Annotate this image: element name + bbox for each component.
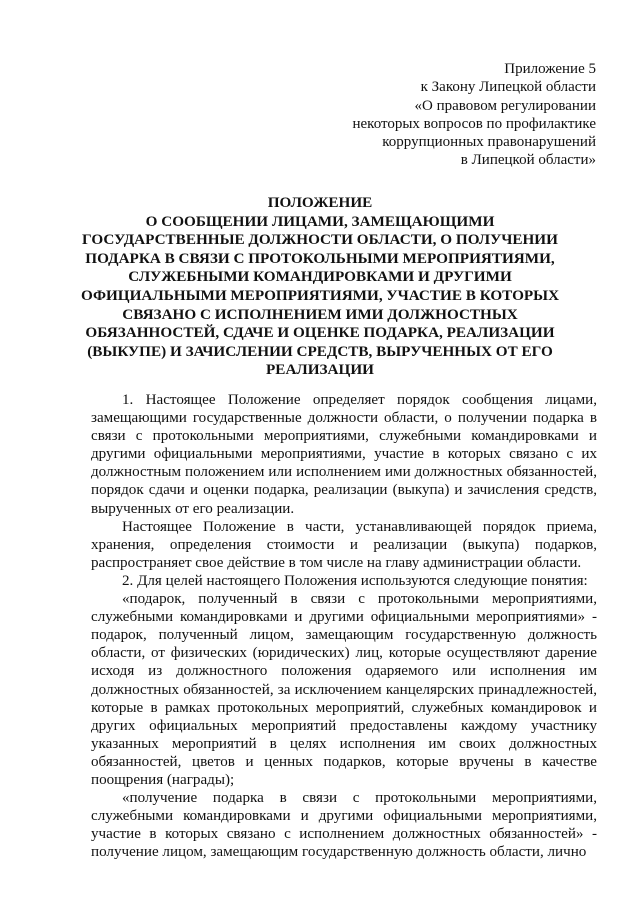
title-line: РЕАЛИЗАЦИИ <box>266 361 374 379</box>
title-line: О СООБЩЕНИИ ЛИЦАМИ, ЗАМЕЩАЮЩИМИ <box>145 212 495 230</box>
title-line: ГОСУДАРСТВЕННЫЕ ДОЛЖНОСТИ ОБЛАСТИ, О ПОЛУЧЕНИИ <box>82 231 558 249</box>
title-line: ПОДАРКА В СВЯЗИ С ПРОТОКОЛЬНЫМИ МЕРОПРИЯТИЯМИ, <box>85 249 555 267</box>
title-line: (ВЫКУПЕ) И ЗАЧИСЛЕНИИ СРЕДСТВ, ВЫРУЧЕННЫХ ОТ ЕГО <box>87 342 553 360</box>
title-line: ОБЯЗАННОСТЕЙ, СДАЧЕ И ОЦЕНКЕ ПОДАРКА, РЕАЛИЗАЦИИ <box>85 324 555 342</box>
appendix-line: Приложение 5 <box>504 61 596 77</box>
appendix-header <box>296 60 596 170</box>
document-body <box>91 391 597 861</box>
appendix-line: «О правовом регулировании <box>414 97 596 114</box>
paragraph: «подарок, полученный в связи с протокольными мероприятиями, служебными командировками и другими официальными мероприятиями» - подарок, полученный лицом, замещающим государственную должность области, от физических (юридических) лиц, которые осуществляют дарение исходя из должностного положения одаряемого или исполнения им должностных обязанностей, за исключением канцелярских принадлежностей, которые в рамках протокольных мероприятий, служебных командировок и других официальных мероприятий предоставлены каждому участнику указанных мероприятий в целях исполнения им своих должностных обязанностей, цветов и ценных подарков, которые вручены в качестве поощрения (награды); <box>91 591 597 788</box>
paragraph: Настоящее Положение в части, устанавливающей порядок приема, хранения, определения стоимости и реализации (выкупа) подарков, распространяет свое действие в том числе на главу администрации области. <box>91 518 597 571</box>
appendix-line: коррупционных правонарушений <box>382 134 596 151</box>
paragraph: «получение подарка в связи с протокольными мероприятиями, служебными командировками и другими официальными мероприятиями, участие в которых связано с исполнением должностных обязанностей» - получение лицом, замещающим государственную должность области, лично <box>91 790 597 861</box>
appendix-line: некоторых вопросов по профилактике <box>352 115 596 132</box>
appendix-line: к Закону Липецкой области <box>420 79 596 96</box>
paragraph: 2. Для целей настоящего Положения используются следующие понятия: <box>122 572 588 589</box>
document-title <box>70 194 570 380</box>
paragraph: 1. Настоящее Положение определяет порядок сообщения лицами, замещающими государственные должности области, о получении подарка в связи с протокольными мероприятиями, служебными командировками и другими официальными мероприятиями, участие в которых связано с их должностным положением или исполнением ими должностных обязанностей, порядок сдачи и оценки подарка, реализации (выкупа) и зачисления средств, вырученных от его реализации. <box>91 392 597 517</box>
title-line: ПОЛОЖЕНИЕ <box>267 194 373 211</box>
title-line: СВЯЗАНО С ИСПОЛНЕНИЕМ ИМИ ДОЛЖНОСТНЫХ <box>122 305 518 323</box>
appendix-line: в Липецкой области» <box>460 152 596 169</box>
title-line: СЛУЖЕБНЫМИ КОМАНДИРОВКАМИ И ДРУГИМИ <box>128 268 512 286</box>
title-line: ОФИЦИАЛЬНЫМИ МЕРОПРИЯТИЯМИ, УЧАСТИЕ В КОТОРЫХ <box>80 286 560 304</box>
